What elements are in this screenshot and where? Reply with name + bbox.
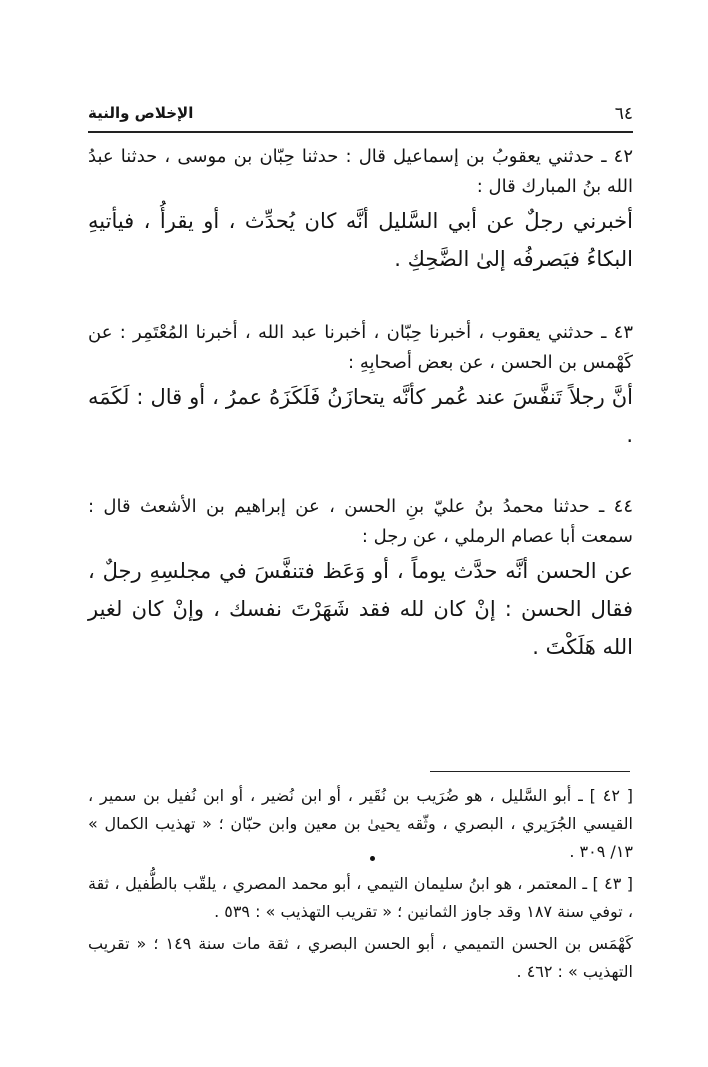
entry-44-narration: ٤٤ ـ حدثنا محمدُ بنُ عليّ بنِ الحسن ، عن إبراهيم بن الأشعث قال : سمعت أبا عصام الرملي ، عن رجل : [88, 496, 633, 547]
section-gap [88, 454, 633, 492]
entry-42-narration: ٤٢ ـ حدثني يعقوبُ بن إسماعيل قال : حدثنا حِبّان بن موسى ، حدثنا عبدُ الله بنُ المبارك قال : [88, 146, 633, 197]
running-title: الإخلاص والنية [88, 104, 194, 122]
entry-44-text: عن الحسن أنَّه حدَّث يوماً ، أو وَعَظ فتنفَّسَ في مجلسِهِ رجلٌ ، فقال الحسن : إنْ كان لله فقد شَهَرْتَ نفسك ، وإنْ كان لغير الله هَلَكْتَ . [88, 559, 633, 659]
entry-42-text: أخبرني رجلٌ عن أبي السَّليل أنَّه كان يُحدِّث ، أو يقرأُ ، فيأتيهِ البكاءُ فيَصرفُه إلىٰ الضَّحِكِ . [88, 209, 633, 271]
entry-43-narration: ٤٣ ـ حدثني يعقوب ، أخبرنا حِبّان ، أخبرنا عبد الله ، أخبرنا المُعْتَمِر : عن كَهْمس بن الحسن ، عن بعض أصحابِهِ : [88, 322, 633, 373]
header-rule [88, 131, 633, 133]
footnote-separator [430, 771, 630, 772]
section-gap [88, 278, 633, 318]
page-number: ٦٤ [614, 104, 633, 124]
footnote-42: [ ٤٢ ] ـ أبو السَّليل ، هو ضُرَيب بن نُقَير ، أو ابن نُضير ، أو ابن نُفيل بن سمير ، القيسي الجُرَيري ، البصري ، وثّقه يحيىٰ بن معين وابن حبّان ؛ « تهذيب الكمال » ١٣/ ٣٠٩ . [88, 786, 634, 861]
main-text [88, 142, 633, 666]
footnote-kahmas: كَهْمَس بن الحسن التميمي ، أبو الحسن البصري ، ثقة مات سنة ١٤٩ ؛ « تقريب التهذيب » : ٤٦٢ . [88, 934, 634, 981]
footnotes [88, 782, 633, 990]
print-mark [370, 856, 375, 861]
page-header [88, 100, 633, 130]
entry-43-text: أنَّ رجلاً تَنفَّسَ عند عُمر كأنَّه يتحازَنُ فَلَكَزَهُ عمرُ ، أو قال : لَكَمَه . [88, 385, 633, 447]
footnote-43: [ ٤٣ ] ـ المعتمر ، هو ابنُ سليمان التيمي ، أبو محمد المصري ، يلقّب بالطُّفيل ، ثقة ، توفي سنة ١٨٧ وقد جاوز الثمانين ؛ « تقريب التهذيب » : ٥٣٩ . [88, 874, 634, 921]
